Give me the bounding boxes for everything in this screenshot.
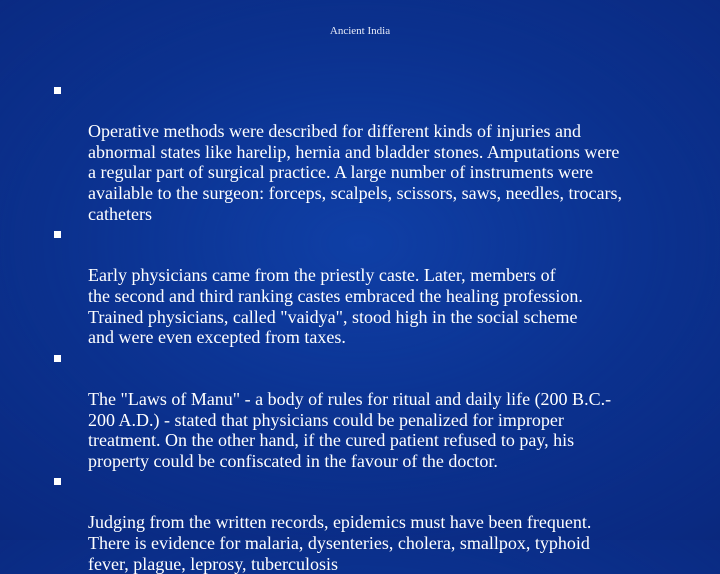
bullet-text: Early physicians came from the priestly caste. Later, members of the second and third ranking castes embraced the healing profession. Trained physicians, called "vaidya", stood high in the social scheme and were even excepted from taxes. (88, 265, 583, 348)
bullet-text: Judging from the written records, epidemics must have been frequent. There is evidence for malaria, dysenteries, cholera, smallpox, typhoid fever, plague, leprosy, tuberculosis (88, 512, 592, 574)
bullet-item (54, 348, 674, 472)
slide-title: Ancient India (329, 25, 391, 37)
square-bullet-icon (54, 478, 61, 485)
square-bullet-icon (54, 231, 61, 238)
bullet-text: The "Laws of Manu" - a body of rules for ritual and daily life (200 B.C.- 200 A.D.) - stated that physicians could be penalized for improper treatment. On the other hand, if the cured patient refused to pay, his property could be confiscated in the favour of the doctor. (88, 388, 612, 471)
square-bullet-icon (54, 355, 61, 362)
square-bullet-icon (54, 87, 61, 94)
bullet-text: Operative methods were described for different kinds of injuries and abnormal states like harelip, hernia and bladder stones. Amputations were a regular part of surgical practice. A large number of instruments were available to the surgeon: forceps, scalpels, scissors, saws, needles, trocars, catheters (88, 121, 623, 224)
bullet-list (54, 80, 674, 574)
bullet-item (54, 471, 674, 574)
bullet-item (54, 224, 674, 348)
bullet-item (54, 80, 674, 224)
